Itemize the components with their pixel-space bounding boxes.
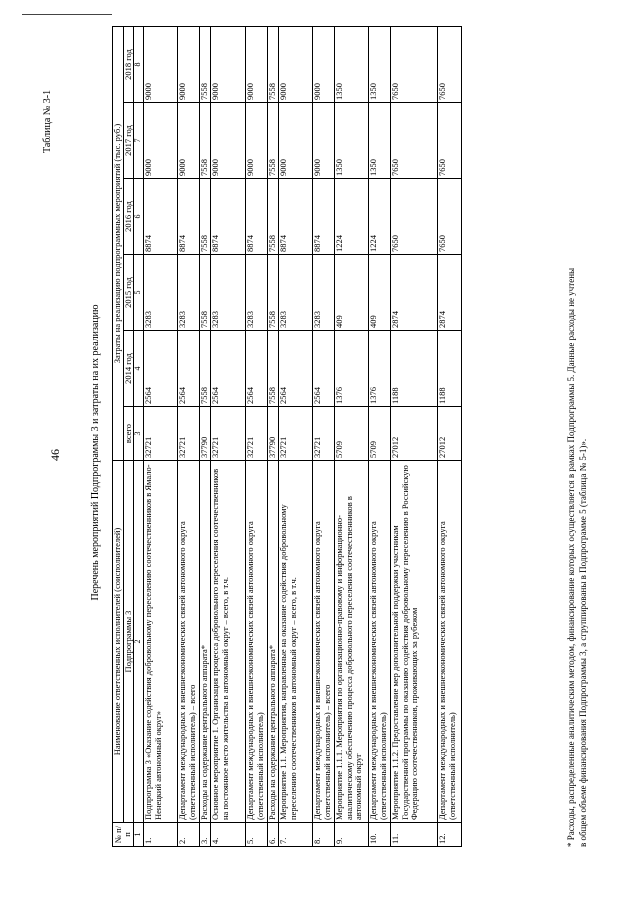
cell-2015: 409	[334, 255, 368, 331]
row-name: Подпрограмма 3 «Оказание содействия добровольному переселению соотечественников в Ямало-Ненецкий автономный округ»	[143, 461, 177, 823]
cell-total: 32721	[312, 407, 334, 461]
row-number: 12.	[437, 823, 461, 847]
table-row	[143, 26, 177, 846]
table-row	[245, 26, 267, 846]
cell-2014: 2564	[245, 331, 267, 407]
cell-2018: 9000	[278, 26, 312, 102]
cell-2014: 2564	[177, 331, 199, 407]
cell-2017: 7558	[199, 103, 210, 179]
cell-2017: 1350	[368, 103, 390, 179]
row-name: Расходы на содержание центрального аппарата*	[267, 461, 278, 823]
header-costs: Затраты на реализацию подпрограммных мероприятий (тыс. руб.)	[113, 26, 124, 460]
cell-2014: 7558	[199, 331, 210, 407]
cell-2018: 1350	[334, 26, 368, 102]
cell-2016: 8874	[210, 179, 245, 255]
cell-2016: 8874	[278, 179, 312, 255]
table-row	[278, 26, 312, 846]
col-index: 1	[134, 823, 144, 847]
header-num: № п/п	[113, 823, 134, 847]
col-index: 4	[134, 331, 144, 407]
header-2018: 2018 год	[123, 26, 134, 102]
cell-total: 5709	[368, 407, 390, 461]
col-index: 3	[134, 407, 144, 461]
cell-2018: 9000	[177, 26, 199, 102]
cell-2017: 9000	[177, 103, 199, 179]
cell-2017: 9000	[278, 103, 312, 179]
page-number: 46	[48, 449, 62, 461]
col-index: 6	[134, 179, 144, 255]
cell-2018: 7558	[267, 26, 278, 102]
cell-total: 37790	[267, 407, 278, 461]
cell-total: 32721	[143, 407, 177, 461]
cell-2018: 1350	[368, 26, 390, 102]
table-row	[199, 26, 210, 846]
row-number: 7.	[278, 823, 312, 847]
cell-total: 27012	[437, 407, 461, 461]
cell-2018: 7650	[390, 26, 437, 102]
row-number: 6.	[267, 823, 278, 847]
col-index: 7	[134, 103, 144, 179]
row-number: 11.	[390, 823, 437, 847]
table-title: Перечень мероприятий Подпрограммы 3 и затраты на их реализацию	[90, 304, 101, 601]
row-number: 4.	[210, 823, 245, 847]
cell-2014: 1376	[368, 331, 390, 407]
cell-2018: 7558	[199, 26, 210, 102]
header-subprogram: Подпрограммы 3	[123, 461, 134, 823]
row-number: 9.	[334, 823, 368, 847]
cell-2016: 8874	[177, 179, 199, 255]
row-name: Департамент международных и внешнеэкономических связей автономного округа (ответственный исполнитель) – всего	[177, 461, 199, 823]
cell-2017: 7558	[267, 103, 278, 179]
cell-2014: 7558	[267, 331, 278, 407]
cell-2016: 1224	[368, 179, 390, 255]
table-row	[334, 26, 368, 846]
cell-2015: 2874	[437, 255, 461, 331]
cell-total: 32721	[177, 407, 199, 461]
cell-2018: 9000	[312, 26, 334, 102]
cell-2017: 9000	[312, 103, 334, 179]
cell-2016: 8874	[245, 179, 267, 255]
table-row	[390, 26, 437, 846]
cell-2015: 409	[368, 255, 390, 331]
cell-2015: 2874	[390, 255, 437, 331]
cell-total: 32721	[278, 407, 312, 461]
cell-2016: 8874	[312, 179, 334, 255]
cell-2017: 1350	[334, 103, 368, 179]
row-number: 2.	[177, 823, 199, 847]
row-number: 10.	[368, 823, 390, 847]
table-row	[210, 26, 245, 846]
row-name: Мероприятие 1.1.2. Предоставление мер дополнительной поддержки участникам Государственной программы по оказанию содействия добровольному переселению в Российскую Федерацию соотечественников, проживающих за рубежом	[390, 461, 437, 823]
header-2014: 2014 год	[123, 331, 134, 407]
cell-2018: 9000	[245, 26, 267, 102]
costs-table	[112, 26, 462, 847]
cell-2014: 1188	[390, 331, 437, 407]
cell-2015: 7558	[267, 255, 278, 331]
footnote-line-1: * Расходы, распределенные аналитическим методом, финансирование которых осуществляется в рамках Подпрограммы 5. Данные расходы не учтены	[566, 267, 576, 847]
cell-2015: 3283	[210, 255, 245, 331]
cell-2014: 1188	[437, 331, 461, 407]
row-name: Основное мероприятие 1. Организация процесса добровольного переселения соотечественников на постоянное место жительства в автономный округ – всего, в т.ч.	[210, 461, 245, 823]
cell-2017: 9000	[210, 103, 245, 179]
cell-2018: 9000	[143, 26, 177, 102]
cell-total: 27012	[390, 407, 437, 461]
cell-2016: 1224	[334, 179, 368, 255]
col-index: 8	[134, 26, 144, 102]
col-index: 2	[134, 461, 144, 823]
row-number: 8.	[312, 823, 334, 847]
cell-2017: 9000	[245, 103, 267, 179]
cell-2014: 2564	[210, 331, 245, 407]
cell-2014: 2564	[278, 331, 312, 407]
row-name: Департамент международных и внешнеэкономических связей автономного округа (ответственный исполнитель) – всего	[312, 461, 334, 823]
cell-2014: 1376	[334, 331, 368, 407]
cell-2018: 7650	[437, 26, 461, 102]
row-name: Мероприятие 1.1. Мероприятия, направленные на оказание содействия добровольному переселению соотечественников в автономный округ – всего, в т.ч.	[278, 461, 312, 823]
table-row	[267, 26, 278, 846]
cell-2017: 7650	[437, 103, 461, 179]
header-2017: 2017 год	[123, 103, 134, 179]
cell-2015: 3283	[278, 255, 312, 331]
column-index-row	[134, 26, 144, 846]
row-number: 3.	[199, 823, 210, 847]
cell-2015: 3283	[143, 255, 177, 331]
table-row	[437, 26, 461, 846]
cell-2017: 9000	[143, 103, 177, 179]
row-name: Департамент международных и внешнеэкономических связей автономного округа (ответственный исполнитель)	[245, 461, 267, 823]
cell-2016: 7558	[199, 179, 210, 255]
col-index: 5	[134, 255, 144, 331]
cell-2018: 9000	[210, 26, 245, 102]
cell-total: 37790	[199, 407, 210, 461]
cell-total: 32721	[210, 407, 245, 461]
cell-2014: 2564	[143, 331, 177, 407]
header-name: Наименование ответственных исполнителей (соисполнителей)	[113, 461, 124, 823]
table-label: Таблица № 3-1	[42, 89, 53, 153]
cell-2015: 3283	[245, 255, 267, 331]
cell-total: 5709	[334, 407, 368, 461]
row-name: Департамент международных и внешнеэкономических связей автономного округа (ответственный исполнитель)	[368, 461, 390, 823]
header-2015: 2015 год	[123, 255, 134, 331]
header-total: всего	[123, 407, 134, 461]
table-row	[312, 26, 334, 846]
row-name: Мероприятие 1.1.1. Мероприятия по организационно-правовому и информационно-аналитическому обеспечению процесса добровольного переселения соотечественников в автономный округ	[334, 461, 368, 823]
cell-2016: 7650	[437, 179, 461, 255]
row-name: Расходы на содержание центрального аппарата*	[199, 461, 210, 823]
table-row	[368, 26, 390, 846]
footnote-line-2: в общем объеме финансирования Подпрограммы 3, а сгруппированы в Подпрограмме 5 (таблица № 5-1)».	[578, 438, 588, 847]
row-number: 1.	[143, 823, 177, 847]
row-name: Департамент международных и внешнеэкономических связей автономного округа (ответственный исполнитель)	[437, 461, 461, 823]
cell-2015: 3283	[312, 255, 334, 331]
cell-2017: 7650	[390, 103, 437, 179]
cell-total: 32721	[245, 407, 267, 461]
header-2016: 2016 год	[123, 179, 134, 255]
cell-2016: 7558	[267, 179, 278, 255]
table-row	[177, 26, 199, 846]
cell-2016: 7650	[390, 179, 437, 255]
cell-2015: 7558	[199, 255, 210, 331]
cell-2014: 2564	[312, 331, 334, 407]
cell-2015: 3283	[177, 255, 199, 331]
row-number: 5.	[245, 823, 267, 847]
cell-2016: 8874	[143, 179, 177, 255]
